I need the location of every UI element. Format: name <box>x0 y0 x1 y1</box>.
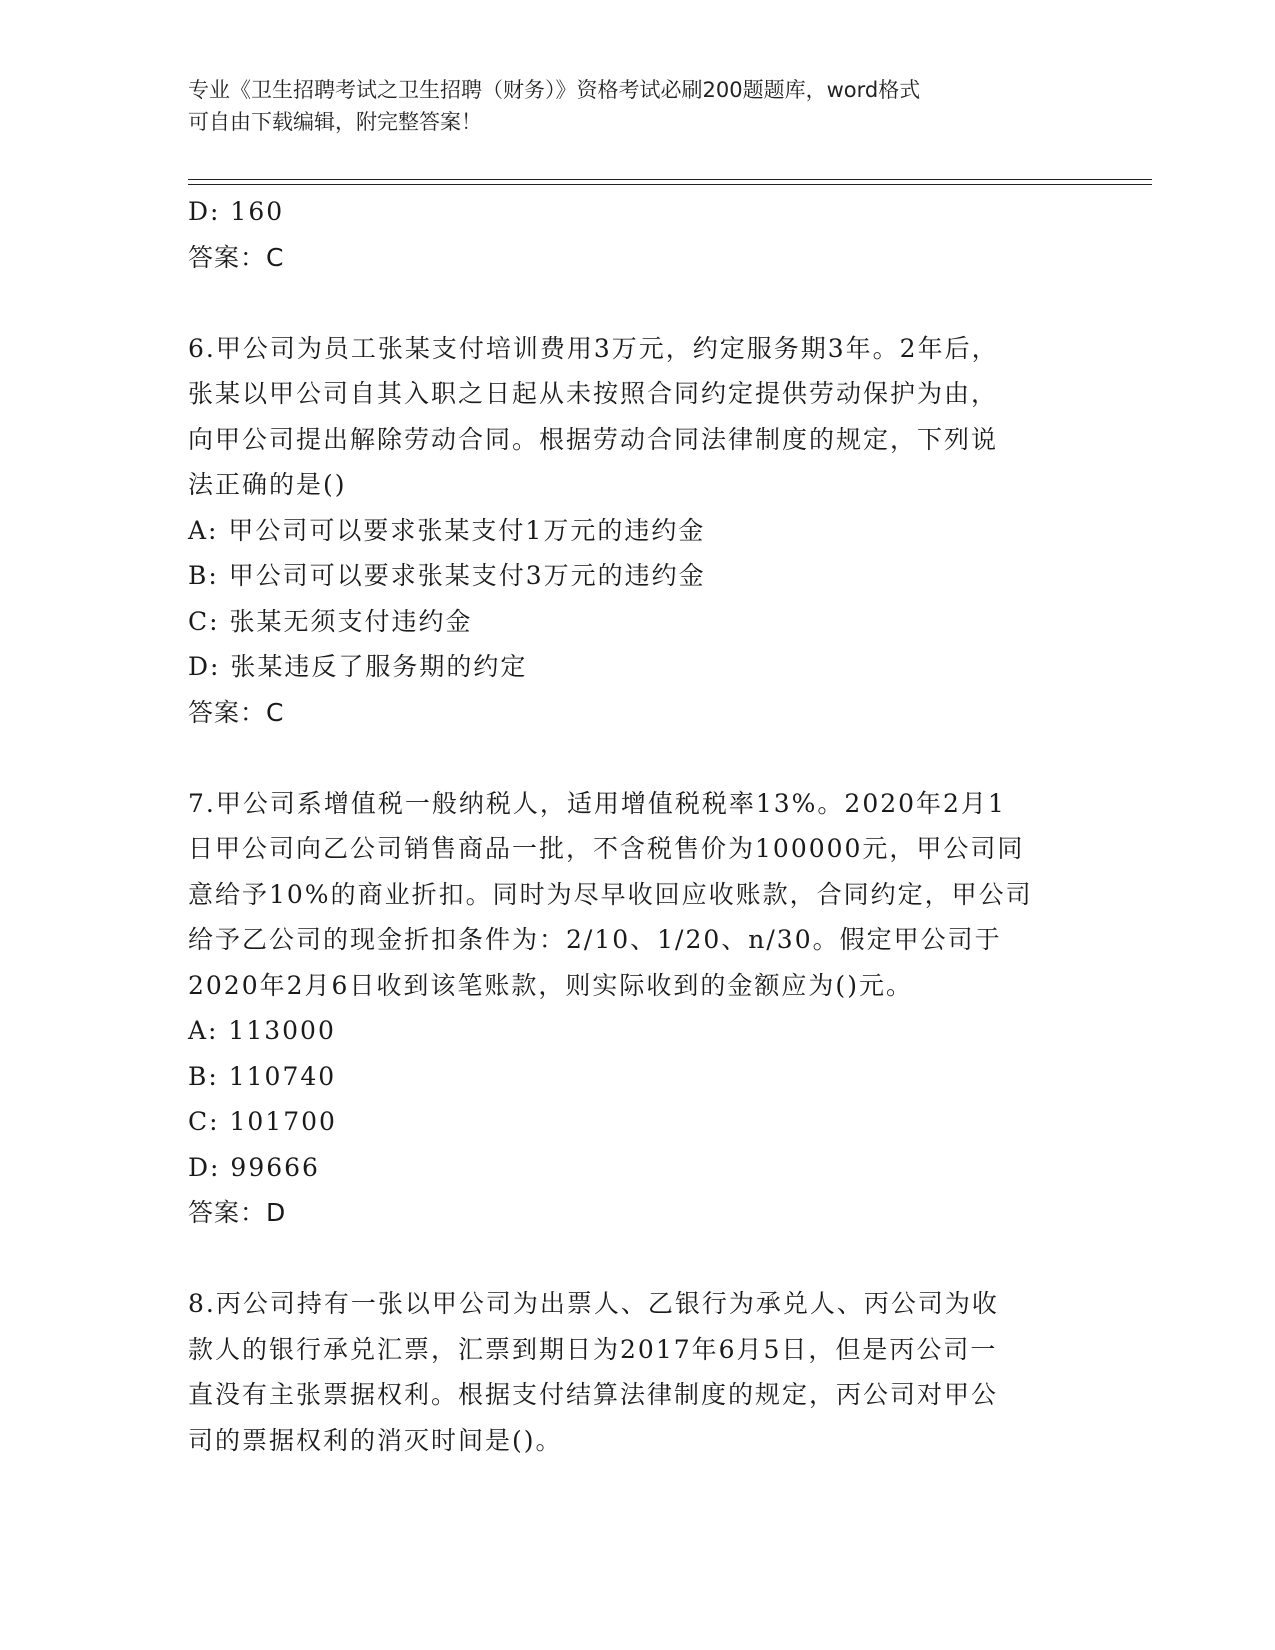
question-text-line: 2020年2月6日收到该笔账款，则实际收到的金额应为()元。 <box>188 970 913 1000</box>
answer-line: 答案：C <box>188 697 285 727</box>
question-text-line: 直没有主张票据权利。根据支付结算法律制度的规定，丙公司对甲公 <box>188 1380 999 1409</box>
option-line: D: 160 <box>188 197 285 226</box>
question-text-line: 日甲公司向乙公司销售商品一批，不含税售价为100000元，甲公司同 <box>188 834 1025 863</box>
header-divider <box>188 184 1152 185</box>
option-line: D: 张某违反了服务期的约定 <box>188 652 528 681</box>
option-line: A: 甲公司可以要求张某支付1万元的违约金 <box>188 515 706 545</box>
answer-line: 答案：D <box>188 1198 287 1227</box>
option-line: A: 113000 <box>188 1016 336 1045</box>
question-text-line: 给予乙公司的现金折扣条件为：2/10、1/20、n/30。假定甲公司于 <box>188 925 1002 954</box>
header-line: 可自由下载编辑，附完整答案！ <box>188 110 482 134</box>
question-block <box>188 1281 1088 1463</box>
question-text-line: 张某以甲公司自其入职之日起从未按照合同约定提供劳动保护为由， <box>188 379 999 408</box>
spacer <box>188 735 1088 781</box>
option-line: D: 99666 <box>188 1152 320 1182</box>
page-header <box>188 74 1068 138</box>
question-text-line: 6.甲公司为员工张某支付培训费用3万元，约定服务期3年。2年后， <box>188 333 999 363</box>
question-text-line: 司的票据权利的消灭时间是()。 <box>188 1425 563 1455</box>
question-block <box>188 326 1088 736</box>
header-line: 专业《卫生招聘考试之卫生招聘（财务）》资格考试必刷200题题库，word格式 <box>188 78 921 102</box>
option-line: C: 张某无须支付违约金 <box>188 606 473 636</box>
question-text-line: 向甲公司提出解除劳动合同。根据劳动合同法律制度的规定，下列说 <box>188 424 999 454</box>
question-text-line: 7.甲公司系增值税一般纳税人，适用增值税税率13%。2020年2月1 <box>188 788 1006 818</box>
option-line: B: 110740 <box>188 1061 337 1091</box>
question-text-line: 8.丙公司持有一张以甲公司为出票人、乙银行为承兑人、丙公司为收 <box>188 1289 999 1318</box>
question-block <box>188 189 1088 280</box>
option-line: C: 101700 <box>188 1107 337 1136</box>
question-block <box>188 781 1088 1236</box>
option-line: B: 甲公司可以要求张某支付3万元的违约金 <box>188 561 706 590</box>
spacer <box>188 1236 1088 1282</box>
answer-line: 答案：C <box>188 242 285 272</box>
question-text-line: 款人的银行承兑汇票，汇票到期日为2017年6月5日，但是丙公司一 <box>188 1334 998 1364</box>
question-text-line: 法正确的是() <box>188 470 347 499</box>
question-text-line: 意给予10%的商业折扣。同时为尽早收回应收账款，合同约定，甲公司 <box>188 879 1033 909</box>
spacer <box>188 280 1088 326</box>
question-content <box>188 189 1088 1463</box>
header-divider <box>188 179 1152 180</box>
